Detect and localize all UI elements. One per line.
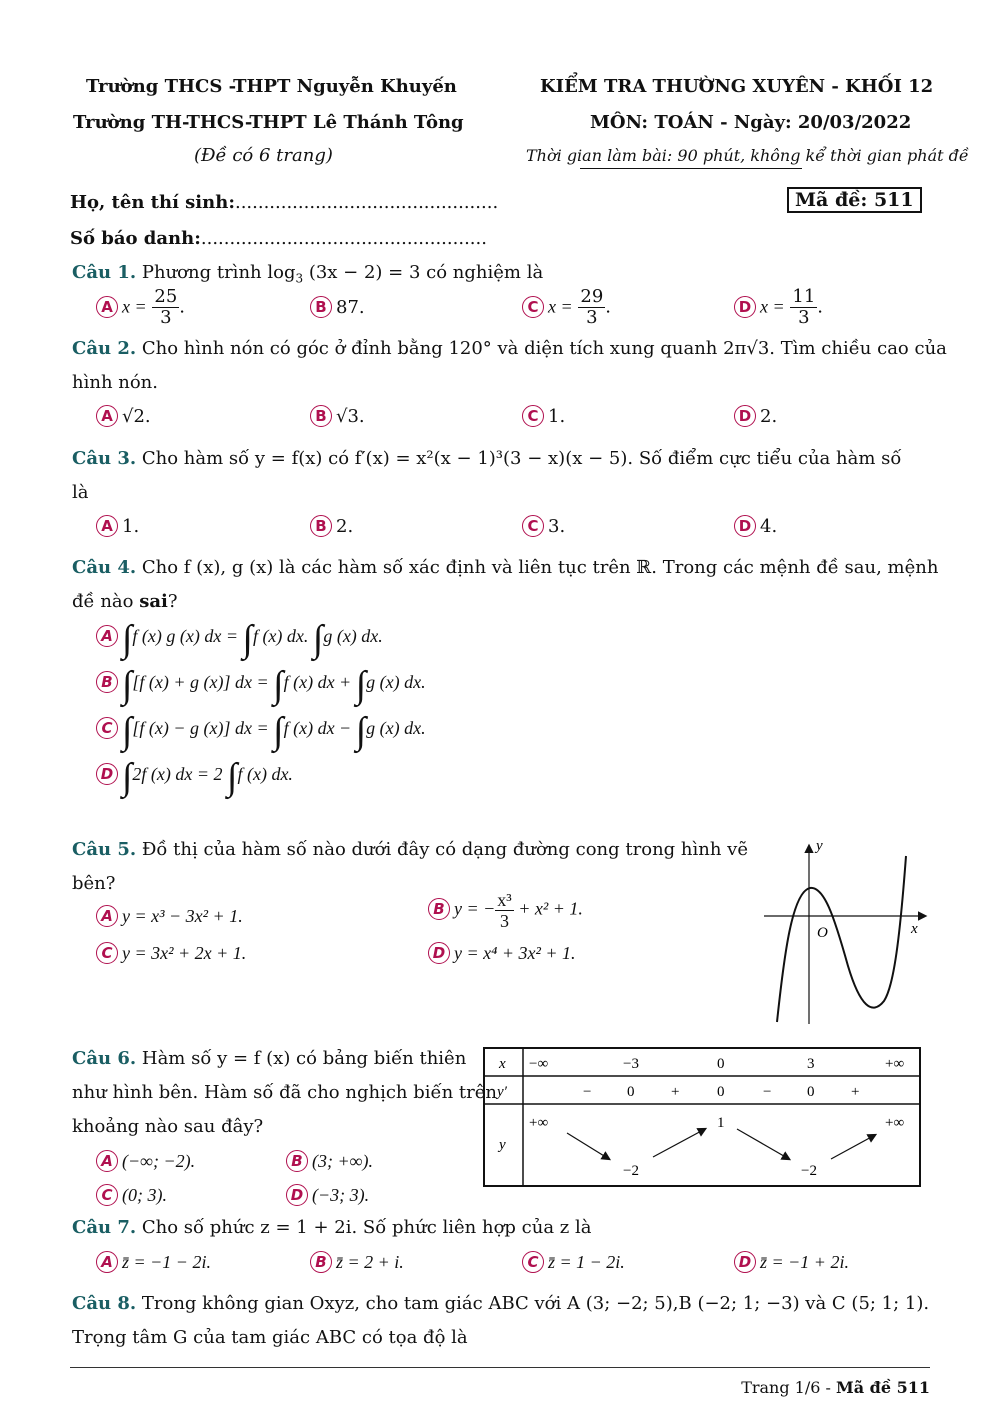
q3-option-d[interactable]: [734, 515, 777, 537]
q4-text-line2b: ?: [167, 591, 178, 612]
q2-text-line1: Cho hình nón có góc ở đỉnh bằng 120° và diện tích xung quanh 2π√3. Tìm chiều cao của: [141, 338, 947, 359]
option-d-circle: D: [286, 1184, 308, 1206]
option-a-circle: A: [96, 405, 118, 427]
student-id-dots: ..................................................: [200, 228, 487, 249]
graph-y-label: y: [816, 838, 823, 854]
q7-d-text: z̄ = −1 + 2i.: [760, 1252, 849, 1272]
student-name-row: [70, 192, 498, 213]
q4-option-a[interactable]: [96, 620, 383, 658]
q2-option-a[interactable]: [96, 405, 151, 427]
q2-option-d[interactable]: [734, 405, 777, 427]
footer: [741, 1378, 930, 1397]
student-name-dots: ..............................................: [234, 192, 499, 213]
table-yp-label: y′: [497, 1084, 507, 1100]
subject-date: MÔN: TOÁN - Ngày: 20/03/2022: [590, 112, 912, 133]
q1-option-b[interactable]: [310, 296, 365, 318]
school-name-1: Trường THCS -THPT Nguyễn Khuyến: [86, 76, 457, 97]
q8-text-line1: Trong không gian Oxyz, cho tam giác ABC với A (3; −2; 5),B (−2; 1; −3) và C (5; 1; 1).: [141, 1293, 930, 1314]
q5-option-c[interactable]: [96, 942, 246, 964]
q1-log-base: 3: [295, 271, 304, 286]
q2-option-b[interactable]: [310, 405, 365, 427]
question-8: [72, 1293, 929, 1314]
option-b-circle: B: [428, 898, 450, 920]
q1-c-fraction: [578, 287, 605, 328]
exam-code-box: Mã đề: 511: [787, 187, 922, 213]
question-1: [72, 262, 543, 286]
q3-text-line2: là: [72, 482, 89, 503]
q5-b-num: x³: [497, 890, 512, 910]
q1-text-a: Phương trình log: [141, 262, 296, 283]
pages-note: (Đề có 6 trang): [194, 145, 333, 166]
q5-graph: [760, 836, 930, 1028]
q4-wrong-keyword: sai: [139, 591, 168, 612]
graph-x-label: x: [911, 921, 918, 937]
option-d-circle: D: [428, 942, 450, 964]
question-7: [72, 1217, 591, 1238]
student-id-label: Số báo danh:: [70, 228, 201, 249]
q4-label: Câu 4.: [72, 557, 137, 578]
option-d-circle: D: [96, 763, 118, 785]
q7-option-a[interactable]: [96, 1251, 211, 1273]
q4-c-part3: g (x) dx.: [366, 718, 426, 738]
table-yp-value: 0: [627, 1084, 635, 1100]
q6-text-line1: Hàm số y = f (x) có bảng biến thiên: [141, 1048, 467, 1069]
option-c-circle: C: [522, 296, 544, 318]
footer-page: Trang 1/6 -: [741, 1378, 831, 1397]
table-x-row: [529, 1056, 904, 1072]
option-b-circle: B: [310, 405, 332, 427]
time-note-underline: [580, 168, 802, 169]
option-c-circle: C: [96, 1184, 118, 1206]
table-yp-value: 0: [807, 1084, 815, 1100]
table-x-value: 0: [717, 1056, 725, 1072]
q2-option-c[interactable]: [522, 405, 565, 427]
footer-divider: [70, 1367, 930, 1368]
question-6: [72, 1048, 466, 1069]
q2-b-text: √3.: [336, 406, 365, 427]
q4-b-part3: g (x) dx.: [366, 672, 426, 692]
student-id-row: [70, 228, 487, 249]
table-y-value: +∞: [529, 1115, 549, 1131]
q4-a-part2: f (x) dx.: [252, 626, 309, 646]
arrow-up-1: [653, 1129, 705, 1157]
table-y-value: −2: [801, 1163, 817, 1179]
table-y-label: y: [499, 1137, 506, 1153]
table-y-value: +∞: [885, 1115, 905, 1131]
q3-option-b[interactable]: [310, 515, 353, 537]
table-x-value: −∞: [529, 1056, 549, 1072]
q5-b-fraction: [495, 890, 513, 931]
option-a-circle: A: [96, 1150, 118, 1172]
q1-d-fraction: [790, 287, 817, 328]
q1-c-prefix: x =: [548, 296, 573, 317]
q8-label: Câu 8.: [72, 1293, 137, 1314]
table-y-value: −2: [623, 1163, 639, 1179]
question-5: [72, 839, 748, 860]
table-yp-sign: +: [851, 1084, 860, 1100]
table-x-label: x: [499, 1056, 506, 1072]
integral-icon: ∫: [273, 710, 284, 752]
option-a-circle: A: [96, 1251, 118, 1273]
option-c-circle: C: [96, 717, 118, 739]
table-yp-sign: −: [583, 1084, 592, 1100]
arrow-down-1: [567, 1133, 609, 1159]
option-d-circle: D: [734, 1251, 756, 1273]
q1-c-den: 3: [586, 307, 598, 328]
q6-c-text: (0; 3).: [122, 1185, 167, 1205]
q4-c-part2: f (x) dx −: [283, 718, 352, 738]
q1-b-text: 87.: [336, 297, 365, 318]
q4-a-part3: g (x) dx.: [323, 626, 383, 646]
q2-d-text: 2.: [760, 406, 778, 427]
q1-a-num: 25: [154, 286, 178, 307]
q4-d-part2: f (x) dx.: [237, 764, 293, 784]
q4-text-line2: [72, 591, 178, 612]
table-yp-sign: −: [763, 1084, 772, 1100]
integral-icon: ∫: [355, 664, 367, 706]
q1-option-c[interactable]: C x = $\frac{29}{3}$ .: [522, 287, 611, 328]
q6-d-text: (−3; 3).: [312, 1185, 370, 1205]
q6-b-text: (3; +∞).: [312, 1151, 373, 1171]
q7-c-text: z̄ = 1 − 2i.: [548, 1252, 625, 1272]
q1-d-prefix: x =: [760, 296, 785, 317]
q5-option-b[interactable]: [428, 890, 583, 931]
option-c-circle: C: [96, 942, 118, 964]
q1-text-b: (3x − 2) = 3 có nghiệm là: [303, 262, 544, 283]
question-3: [72, 448, 901, 469]
q2-a-text: √2.: [122, 406, 151, 427]
question-2: [72, 338, 947, 359]
q5-c-text: y = 3x² + 2x + 1.: [122, 943, 247, 963]
q4-a-part1: f (x) g (x) dx =: [132, 626, 239, 646]
integral-icon: ∫: [122, 618, 133, 660]
q1-a-fraction: [152, 287, 179, 328]
option-b-circle: B: [286, 1150, 308, 1172]
integral-icon: ∫: [273, 664, 284, 706]
q1-d-num: 11: [792, 286, 816, 307]
q1-d-den: 3: [798, 307, 810, 328]
arrow-down-2: [737, 1129, 789, 1159]
q3-d-text: 4.: [760, 516, 778, 537]
q8-text-line2: Trọng tâm G của tam giác ABC có tọa độ là: [72, 1327, 468, 1348]
table-x-value: +∞: [885, 1056, 905, 1072]
question-4: [72, 557, 938, 578]
option-b-circle: B: [310, 296, 332, 318]
q7-label: Câu 7.: [72, 1217, 137, 1238]
table-y-row: [529, 1115, 904, 1179]
q4-text-line2a: đề nào: [72, 591, 140, 612]
q6-label: Câu 6.: [72, 1048, 137, 1069]
q6-text-line2: như hình bên. Hàm số đã cho nghịch biến trên: [72, 1082, 497, 1103]
integral-icon: ∫: [227, 756, 238, 798]
option-c-circle: C: [522, 405, 544, 427]
option-b-circle: B: [96, 671, 118, 693]
option-b-circle: B: [310, 515, 332, 537]
q1-option-d[interactable]: D x = $\frac{11}{3}$ .: [734, 287, 823, 328]
q6-text-line3: khoảng nào sau đây?: [72, 1116, 264, 1137]
footer-code: Mã đề 511: [836, 1378, 930, 1397]
option-a-circle: A: [96, 905, 118, 927]
q4-b-part1: [f (x) + g (x)] dx =: [132, 672, 269, 692]
q7-b-text: z̄ = 2 + i.: [336, 1252, 404, 1272]
q3-text-line1: Cho hàm số y = f(x) có f′(x) = x²(x − 1)³(3 − x)(x − 5). Số điểm cực tiểu của hàm số: [141, 448, 902, 469]
table-x-value: 3: [807, 1056, 815, 1072]
q4-c-part1: [f (x) − g (x)] dx =: [132, 718, 269, 738]
q4-option-c[interactable]: [96, 712, 426, 750]
q3-a-text: 1.: [122, 516, 140, 537]
q3-option-c[interactable]: [522, 515, 565, 537]
option-d-circle: D: [734, 515, 756, 537]
table-yp-row: [583, 1084, 859, 1100]
q1-label: Câu 1.: [72, 262, 137, 283]
q3-option-a[interactable]: [96, 515, 139, 537]
option-b-circle: B: [310, 1251, 332, 1273]
q5-d-text: y = x⁴ + 3x² + 1.: [454, 943, 576, 963]
table-yp-sign: +: [671, 1084, 680, 1100]
graph-origin-label: O: [817, 925, 828, 941]
q5-a-text: y = x³ − 3x² + 1.: [122, 906, 243, 926]
integral-icon: ∫: [122, 664, 133, 706]
q7-text: Cho số phức z = 1 + 2i. Số phức liên hợp của z là: [141, 1217, 592, 1238]
q4-option-b[interactable]: [96, 666, 426, 704]
table-x-value: −3: [623, 1056, 639, 1072]
q6-option-c[interactable]: [96, 1184, 167, 1206]
q4-text-line1: Cho f (x), g (x) là các hàm số xác định và liên tục trên ℝ. Trong các mệnh đề sau, mệnh: [141, 557, 939, 578]
q6-option-b[interactable]: [286, 1150, 373, 1172]
q3-label: Câu 3.: [72, 448, 137, 469]
exam-title: KIỂM TRA THƯỜNG XUYÊN - KHỐI 12: [540, 76, 934, 97]
integral-icon: ∫: [355, 710, 367, 752]
q3-c-text: 3.: [548, 516, 566, 537]
q4-b-part2: f (x) dx +: [283, 672, 352, 692]
q4-option-d[interactable]: [96, 758, 293, 796]
student-name-label: Họ, tên thí sinh:: [70, 192, 235, 213]
q7-a-text: z̄ = −1 − 2i.: [122, 1252, 211, 1272]
integral-icon: ∫: [312, 618, 324, 660]
q6-a-text: (−∞; −2).: [122, 1151, 196, 1171]
time-note: Thời gian làm bài: 90 phút, không kể thời gian phát đề: [526, 146, 969, 165]
table-yp-value: 0: [717, 1084, 725, 1100]
q5-b-prefix: y = −: [454, 898, 496, 919]
school-name-2: Trường TH-THCS-THPT Lê Thánh Tông: [73, 112, 464, 133]
integral-icon: ∫: [122, 710, 133, 752]
table-y-value: 1: [717, 1115, 725, 1131]
q1-c-num: 29: [580, 286, 604, 307]
table-border: [484, 1048, 920, 1186]
option-a-circle: A: [96, 515, 118, 537]
option-d-circle: D: [734, 296, 756, 318]
cubic-curve: [777, 856, 906, 1022]
q6-option-a[interactable]: [96, 1150, 195, 1172]
option-c-circle: C: [522, 515, 544, 537]
option-a-circle: A: [96, 625, 118, 647]
q1-a-prefix: x =: [122, 296, 147, 317]
variation-table: [483, 1047, 923, 1189]
q5-text-line2: bên?: [72, 873, 116, 894]
q1-option-a[interactable]: A x = $\frac{25}{3}$ .: [96, 287, 185, 328]
q5-b-den: 3: [500, 911, 509, 931]
q2-c-text: 1.: [548, 406, 566, 427]
q5-option-a[interactable]: [96, 905, 243, 927]
q7-option-b[interactable]: [310, 1251, 404, 1273]
q4-d-part1: 2f (x) dx = 2: [132, 764, 223, 784]
arrow-up-2: [831, 1135, 875, 1159]
q5-option-d[interactable]: [428, 942, 576, 964]
q7-option-c[interactable]: [522, 1251, 625, 1273]
option-d-circle: D: [734, 405, 756, 427]
option-a-circle: A: [96, 296, 118, 318]
option-c-circle: C: [522, 1251, 544, 1273]
q2-text-line2: hình nón.: [72, 372, 159, 393]
q5-b-suffix: + x² + 1.: [518, 898, 583, 919]
q3-b-text: 2.: [336, 516, 354, 537]
q5-label: Câu 5.: [72, 839, 137, 860]
q1-a-den: 3: [160, 307, 172, 328]
q2-label: Câu 2.: [72, 338, 137, 359]
q6-option-d[interactable]: [286, 1184, 369, 1206]
q7-option-d[interactable]: [734, 1251, 849, 1273]
integral-icon: ∫: [122, 756, 133, 798]
integral-icon: ∫: [242, 618, 253, 660]
q5-text-line1: Đồ thị của hàm số nào dưới đây có dạng đường cong trong hình vẽ: [141, 839, 748, 860]
